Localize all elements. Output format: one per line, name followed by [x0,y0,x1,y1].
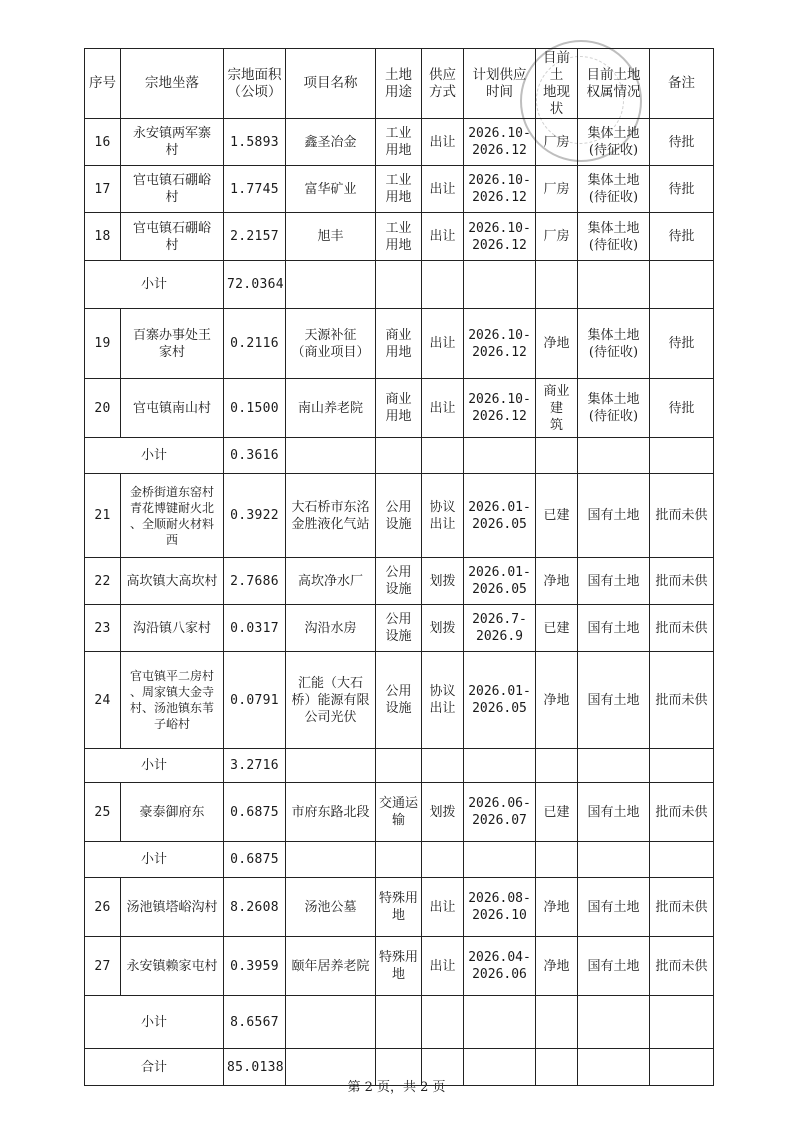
cell-ownership: 国有土地 [578,558,650,605]
cell-status: 厂房 [536,213,578,261]
cell-supply: 出让 [422,937,464,996]
table-row [85,213,714,261]
empty-cell [650,842,714,878]
cell-time: 2026.01- 2026.05 [464,558,536,605]
subtotal-area: 3.2716 [224,749,286,783]
subtotal-area: 85.0138 [224,1049,286,1086]
header-area: 宗地面积 （公顷） [224,49,286,119]
empty-cell [422,842,464,878]
cell-status: 厂房 [536,119,578,166]
cell-remark: 批而未供 [650,558,714,605]
table-row [85,937,714,996]
cell-project: 南山养老院 [286,379,376,438]
cell-remark: 批而未供 [650,783,714,842]
cell-use: 公用 设施 [376,558,422,605]
cell-time: 2026.7- 2026.9 [464,605,536,652]
header-status: 目前土 地现状 [536,49,578,119]
cell-seq: 17 [85,166,121,213]
table-row [85,878,714,937]
empty-cell [650,261,714,309]
land-supply-table [84,48,714,1086]
header-time: 计划供应 时间 [464,49,536,119]
cell-remark: 待批 [650,213,714,261]
cell-ownership: 国有土地 [578,605,650,652]
cell-seq: 25 [85,783,121,842]
cell-location: 官屯镇南山村 [121,379,224,438]
cell-time: 2026.08- 2026.10 [464,878,536,937]
cell-time: 2026.06- 2026.07 [464,783,536,842]
empty-cell [536,261,578,309]
subtotal-row [85,996,714,1049]
header-supply: 供应 方式 [422,49,464,119]
subtotal-row [85,438,714,474]
subtotal-label: 小计 [85,749,224,783]
cell-remark: 批而未供 [650,605,714,652]
page-footer: 第 2 页，共 2 页 [347,1080,446,1095]
cell-area: 0.0791 [224,652,286,749]
cell-ownership: 集体土地 (待征收) [578,213,650,261]
cell-seq: 23 [85,605,121,652]
cell-project: 旭丰 [286,213,376,261]
header-seq: 序号 [85,49,121,119]
cell-remark: 待批 [650,379,714,438]
cell-ownership: 国有土地 [578,878,650,937]
cell-status: 已建 [536,474,578,558]
cell-location: 豪泰御府东 [121,783,224,842]
cell-location: 金桥街道东窑村 青花博键耐火北 、全顺耐火材料 西 [121,474,224,558]
cell-project: 富华矿业 [286,166,376,213]
cell-remark: 批而未供 [650,937,714,996]
empty-cell [650,996,714,1049]
cell-location: 沟沿镇八家村 [121,605,224,652]
cell-supply: 划拨 [422,558,464,605]
header-ownership: 目前土地 权属情况 [578,49,650,119]
cell-time: 2026.01- 2026.05 [464,474,536,558]
cell-supply: 划拨 [422,605,464,652]
subtotal-row [85,842,714,878]
cell-location: 永安镇赖家屯村 [121,937,224,996]
cell-time: 2026.10- 2026.12 [464,119,536,166]
empty-cell [286,749,376,783]
cell-location: 百寨办事处王 家村 [121,309,224,379]
empty-cell [376,842,422,878]
cell-area: 0.6875 [224,783,286,842]
table-row [85,119,714,166]
empty-cell [376,438,422,474]
empty-cell [376,996,422,1049]
cell-ownership: 国有土地 [578,937,650,996]
empty-cell [286,842,376,878]
cell-area: 8.2608 [224,878,286,937]
cell-ownership: 国有土地 [578,652,650,749]
empty-cell [536,438,578,474]
subtotal-label: 小计 [85,996,224,1049]
cell-seq: 21 [85,474,121,558]
cell-supply: 出让 [422,119,464,166]
cell-area: 2.7686 [224,558,286,605]
cell-project: 大石桥市东洺 金胜液化气站 [286,474,376,558]
empty-cell [464,996,536,1049]
cell-project: 颐年居养老院 [286,937,376,996]
cell-area: 0.3922 [224,474,286,558]
cell-supply: 划拨 [422,783,464,842]
subtotal-label: 合计 [85,1049,224,1086]
cell-time: 2026.01- 2026.05 [464,652,536,749]
cell-remark: 批而未供 [650,652,714,749]
cell-supply: 出让 [422,379,464,438]
cell-seq: 20 [85,379,121,438]
empty-cell [422,438,464,474]
empty-cell [286,261,376,309]
header-remark: 备注 [650,49,714,119]
table-row [85,166,714,213]
subtotal-label: 小计 [85,261,224,309]
cell-use: 商业 用地 [376,379,422,438]
empty-cell [422,996,464,1049]
cell-supply: 协议 出让 [422,474,464,558]
cell-seq: 24 [85,652,121,749]
cell-ownership: 集体土地 (待征收) [578,166,650,213]
cell-project: 沟沿水房 [286,605,376,652]
table-row [85,783,714,842]
empty-cell [578,261,650,309]
cell-time: 2026.04- 2026.06 [464,937,536,996]
cell-supply: 协议 出让 [422,652,464,749]
subtotal-row [85,261,714,309]
cell-use: 特殊用 地 [376,878,422,937]
cell-project: 天源补征 （商业项目） [286,309,376,379]
cell-status: 已建 [536,783,578,842]
header-project: 项目名称 [286,49,376,119]
cell-supply: 出让 [422,166,464,213]
empty-cell [286,996,376,1049]
cell-location: 高坎镇大高坎村 [121,558,224,605]
empty-cell [464,438,536,474]
cell-area: 1.7745 [224,166,286,213]
cell-use: 特殊用 地 [376,937,422,996]
table-row [85,474,714,558]
cell-use: 交通运 输 [376,783,422,842]
cell-supply: 出让 [422,309,464,379]
cell-status: 净地 [536,652,578,749]
empty-cell [422,749,464,783]
table-row [85,309,714,379]
cell-area: 0.3959 [224,937,286,996]
empty-cell [536,842,578,878]
cell-status: 净地 [536,558,578,605]
header-location: 宗地坐落 [121,49,224,119]
empty-cell [650,749,714,783]
empty-cell [578,842,650,878]
cell-project: 市府东路北段 [286,783,376,842]
cell-ownership: 国有土地 [578,783,650,842]
cell-status: 净地 [536,878,578,937]
empty-cell [578,996,650,1049]
empty-cell [536,996,578,1049]
table-row [85,605,714,652]
empty-cell [376,261,422,309]
cell-remark: 待批 [650,166,714,213]
cell-use: 公用 设施 [376,605,422,652]
cell-status: 净地 [536,309,578,379]
cell-use: 工业 用地 [376,119,422,166]
cell-location: 官屯镇石硼峪 村 [121,166,224,213]
cell-area: 2.2157 [224,213,286,261]
cell-seq: 26 [85,878,121,937]
cell-status: 已建 [536,605,578,652]
subtotal-area: 8.6567 [224,996,286,1049]
cell-project: 汤池公墓 [286,878,376,937]
cell-status: 净地 [536,937,578,996]
empty-cell [536,749,578,783]
cell-ownership: 集体土地 (待征收) [578,309,650,379]
cell-location: 官屯镇平二房村 、周家镇大金寺 村、汤池镇东苇 子峪村 [121,652,224,749]
empty-cell [464,842,536,878]
cell-project: 汇能（大石 桥）能源有限 公司光伏 [286,652,376,749]
cell-ownership: 集体土地 (待征收) [578,379,650,438]
empty-cell [464,261,536,309]
cell-use: 公用 设施 [376,652,422,749]
table-header-row [85,49,714,119]
cell-remark: 待批 [650,309,714,379]
cell-ownership: 集体土地 (待征收) [578,119,650,166]
table-row [85,652,714,749]
empty-cell [464,749,536,783]
cell-supply: 出让 [422,878,464,937]
cell-status: 商业建 筑 [536,379,578,438]
header-use: 土地 用途 [376,49,422,119]
subtotal-area: 0.6875 [224,842,286,878]
cell-time: 2026.10- 2026.12 [464,379,536,438]
cell-area: 0.2116 [224,309,286,379]
cell-seq: 19 [85,309,121,379]
table-row [85,558,714,605]
cell-location: 官屯镇石硼峪 村 [121,213,224,261]
cell-status: 厂房 [536,166,578,213]
empty-cell [422,261,464,309]
cell-location: 永安镇两军寨 村 [121,119,224,166]
cell-seq: 18 [85,213,121,261]
subtotal-label: 小计 [85,438,224,474]
cell-use: 商业 用地 [376,309,422,379]
empty-cell [578,749,650,783]
cell-remark: 批而未供 [650,878,714,937]
cell-remark: 批而未供 [650,474,714,558]
empty-cell [578,438,650,474]
cell-time: 2026.10- 2026.12 [464,166,536,213]
subtotal-row [85,749,714,783]
cell-use: 公用 设施 [376,474,422,558]
cell-area: 1.5893 [224,119,286,166]
cell-project: 鑫圣冶金 [286,119,376,166]
cell-seq: 27 [85,937,121,996]
table-row [85,379,714,438]
cell-use: 工业 用地 [376,166,422,213]
subtotal-area: 0.3616 [224,438,286,474]
empty-cell [286,438,376,474]
cell-seq: 22 [85,558,121,605]
empty-cell [650,438,714,474]
cell-area: 0.1500 [224,379,286,438]
cell-seq: 16 [85,119,121,166]
cell-time: 2026.10- 2026.12 [464,309,536,379]
subtotal-label: 小计 [85,842,224,878]
cell-use: 工业 用地 [376,213,422,261]
empty-cell [376,749,422,783]
cell-supply: 出让 [422,213,464,261]
cell-area: 0.0317 [224,605,286,652]
cell-project: 高坎净水厂 [286,558,376,605]
cell-time: 2026.10- 2026.12 [464,213,536,261]
cell-remark: 待批 [650,119,714,166]
subtotal-area: 72.0364 [224,261,286,309]
cell-ownership: 国有土地 [578,474,650,558]
cell-location: 汤池镇塔峪沟村 [121,878,224,937]
